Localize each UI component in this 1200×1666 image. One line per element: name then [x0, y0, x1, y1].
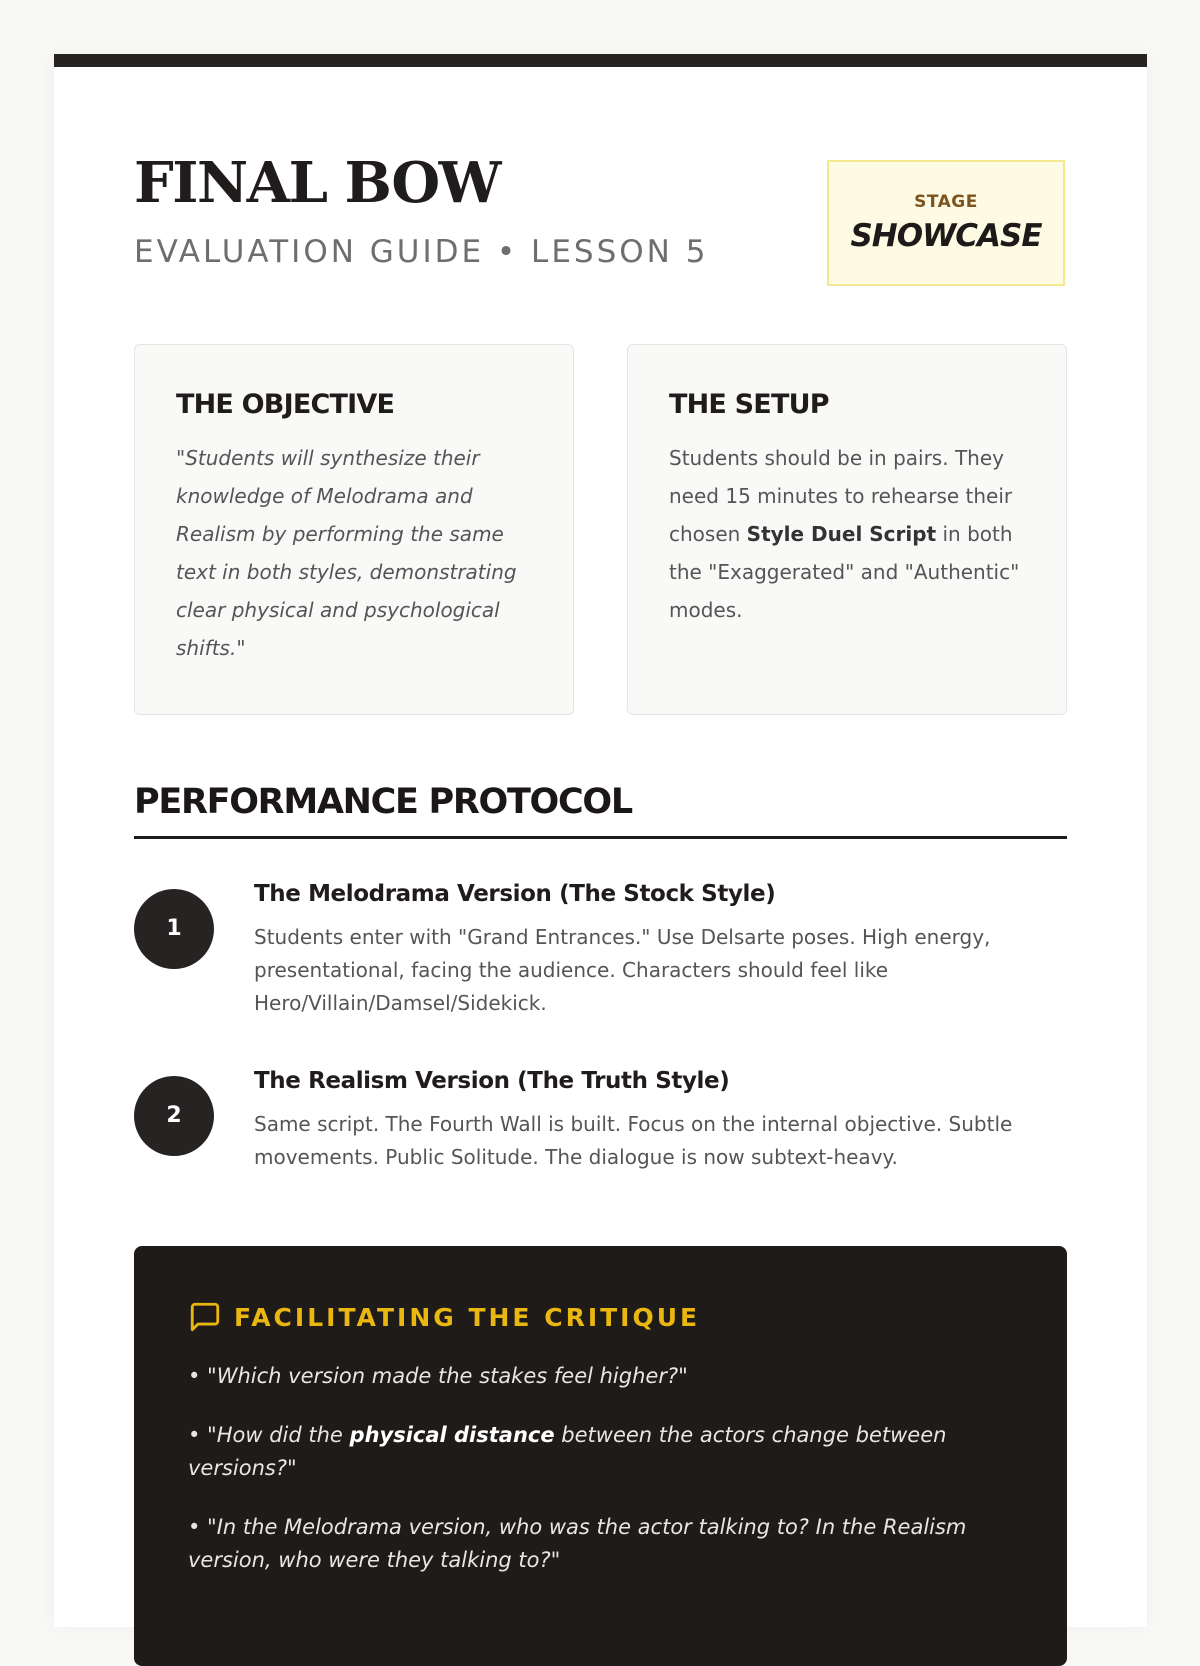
- setup-text: [669, 439, 1036, 629]
- objective-text: "Students will synthesize their knowledge of Melodrama and Realism by performing the same text in both styles, demonstrating clear physical and psychological shifts.": [176, 446, 517, 661]
- critique-header: [188, 1300, 1013, 1334]
- chat-bubble-icon: [188, 1300, 222, 1334]
- critique-panel: [134, 1246, 1067, 1666]
- stage-showcase-badge: [827, 160, 1065, 286]
- setup-script-name: Style Duel Script: [746, 522, 937, 547]
- evaluation-guide-page: [54, 54, 1147, 1627]
- setup-heading: THE SETUP: [669, 389, 829, 420]
- question-emphasis: physical distance: [349, 1423, 555, 1447]
- question-text-end: between the actors change between versions?": [188, 1423, 947, 1480]
- setup-text-start: Students should be in pairs. They need 15 minutes to rehearse their chosen: [669, 446, 1013, 547]
- critique-question: • "In the Melodrama version, who was the actor talking to? In the Realism version, who were they talking to?": [188, 1515, 967, 1572]
- objective-heading: THE OBJECTIVE: [176, 389, 395, 420]
- step-number-badge: 1: [134, 889, 214, 969]
- step-title: The Realism Version (The Truth Style): [254, 1068, 730, 1094]
- critique-heading: FACILITATING THE CRITIQUE: [234, 1302, 701, 1332]
- setup-card: [627, 344, 1067, 715]
- objective-card: [134, 344, 574, 715]
- step-body: [254, 877, 1054, 1020]
- step-title: The Melodrama Version (The Stock Style): [254, 881, 776, 907]
- page-subtitle: EVALUATION GUIDE • LESSON 5: [134, 234, 709, 270]
- step-description: Same script. The Fourth Wall is built. Focus on the internal objective. Subtle movements. Public Solitude. The dialogue is now subtext-heavy.: [254, 1112, 1013, 1169]
- step-body: [254, 1064, 1054, 1174]
- step-description: Students enter with "Grand Entrances." Use Delsarte poses. High energy, presentational, facing the audience. Characters should feel like Hero/Villain/Damsel/Sidekick.: [254, 925, 991, 1015]
- page-title: FINAL BOW: [134, 150, 501, 216]
- protocol-heading: PERFORMANCE PROTOCOL: [134, 782, 1067, 839]
- step-number-badge: 2: [134, 1076, 214, 1156]
- critique-question: • "Which version made the stakes feel higher?": [188, 1364, 688, 1388]
- setup-text-end: in both the "Exaggerated" and "Authentic" modes.: [669, 522, 1020, 623]
- question-text-start: • "How did the: [188, 1423, 350, 1447]
- badge-label: STAGE: [914, 192, 978, 212]
- badge-title: SHOWCASE: [850, 218, 1042, 254]
- critique-question: [188, 1419, 1013, 1485]
